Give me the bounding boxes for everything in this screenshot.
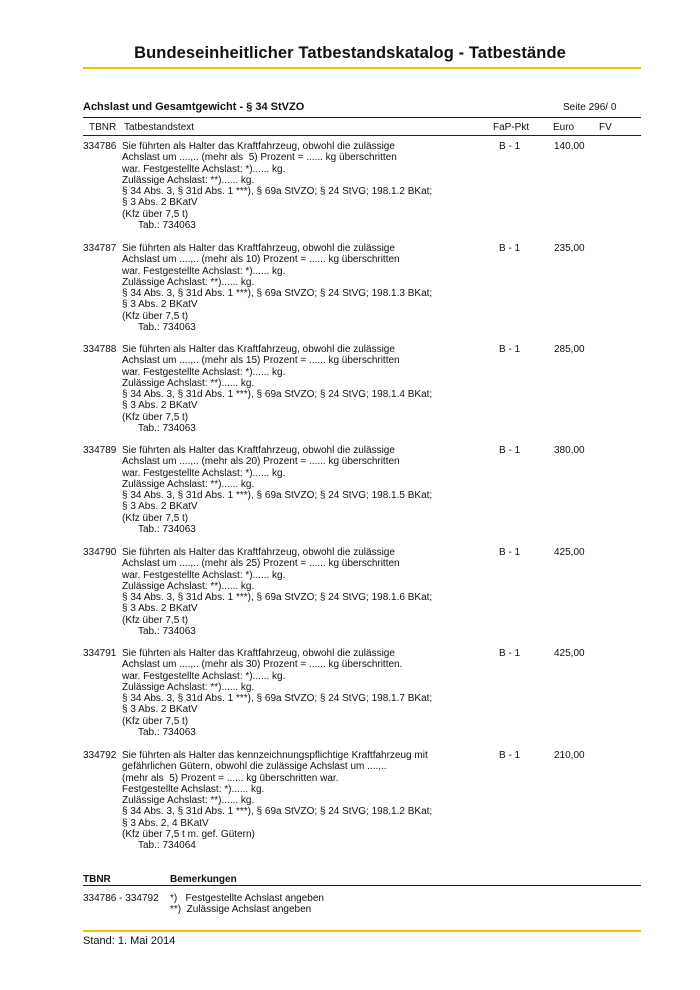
- entry-text-line: (Kfz über 7,5 t): [122, 310, 189, 322]
- entry-text-line: (Kfz über 7,5 t): [122, 208, 189, 220]
- remarks-header-tbnr: TBNR: [83, 874, 111, 885]
- entry-text-line: Sie führten als Halter das Kraftfahrzeug, obwohl die zulässige: [122, 141, 395, 152]
- entry-euro: 425,00: [554, 547, 585, 558]
- entry-tbnr: 334787: [83, 243, 117, 254]
- header-rule: [83, 67, 641, 69]
- section-title: Achslast und Gesamtgewicht - § 34 StVZO: [83, 101, 305, 113]
- column-header-fv: FV: [599, 122, 612, 133]
- entry-text-line: (Kfz über 7,5 t): [122, 411, 189, 423]
- entry-tab-reference: Tab.: 734063: [138, 523, 196, 535]
- entry-text: [122, 243, 502, 333]
- entry-text-line: Sie führten als Halter das Kraftfahrzeug, obwohl die zulässige: [122, 547, 395, 558]
- entry-text-line: Achslast um ....,.. (mehr als 5) Prozent = ...... kg überschritten: [122, 152, 397, 164]
- entry-text-line: Festgestellte Achslast: *)...... kg.: [122, 783, 265, 795]
- remarks-header-title: Bemerkungen: [170, 874, 237, 885]
- entry-tbnr: 334792: [83, 750, 117, 761]
- entry-points: B - 1: [499, 445, 521, 456]
- entry-tab-reference: Tab.: 734063: [138, 219, 196, 231]
- entry-text-line: war. Festgestellte Achslast: *)...... kg.: [122, 670, 286, 682]
- entry-text-line: war. Festgestellte Achslast: *)...... kg.: [122, 569, 286, 581]
- column-header-text: Tatbestandstext: [124, 122, 195, 133]
- entry-text: [122, 750, 502, 851]
- entry-text-line: § 3 Abs. 2 BKatV: [122, 704, 198, 716]
- entry-text-line: § 3 Abs. 2 BKatV: [122, 197, 198, 209]
- entry-text-line: Zulässige Achslast: **)...... kg.: [122, 681, 255, 693]
- entry-tbnr: 334791: [83, 648, 117, 659]
- entry-tab-reference: Tab.: 734063: [138, 625, 196, 637]
- entry-euro: 210,00: [554, 750, 585, 761]
- table-top-rule: [83, 117, 641, 118]
- entry-text-line: war. Festgestellte Achslast: *)...... kg.: [122, 366, 286, 378]
- entry-text-line: § 34 Abs. 3, § 31d Abs. 1 ***), § 69a StVZO; § 24 StVG; 198.1.2 BKat;: [122, 186, 433, 197]
- entry-text-line: Achslast um ....,.. (mehr als 10) Prozent = ...... kg überschritten: [122, 254, 400, 266]
- entry-text-line: (Kfz über 7,5 t m. gef. Gütern): [122, 828, 255, 840]
- entry-tbnr: 334788: [83, 344, 117, 355]
- remarks-range: 334786 - 334792: [83, 893, 159, 904]
- entry-text-line: § 34 Abs. 3, § 31d Abs. 1 ***), § 69a StVZO; § 24 StVG; 198.1.3 BKat;: [122, 288, 433, 299]
- entry-text-line: § 34 Abs. 3, § 31d Abs. 1 ***), § 69a StVZO; § 24 StVG; 198.1.5 BKat;: [122, 490, 433, 501]
- entry-points: B - 1: [499, 547, 521, 558]
- entry-text-line: Sie führten als Halter das kennzeichnungspflichtige Kraftfahrzeug mit: [122, 750, 428, 761]
- entry-text: [122, 445, 502, 535]
- remark-line: **) Zulässige Achslast angeben: [170, 904, 312, 916]
- footer-rule: [83, 930, 641, 932]
- entry-text-line: war. Festgestellte Achslast: *)...... kg.: [122, 467, 286, 479]
- entry-text-line: Zulässige Achslast: **)...... kg.: [122, 795, 255, 806]
- entry-text-line: Zulässige Achslast: **)...... kg.: [122, 377, 255, 389]
- entry-tab-reference: Tab.: 734063: [138, 321, 196, 333]
- entry-euro: 285,00: [554, 344, 585, 355]
- entry-text-line: Sie führten als Halter das Kraftfahrzeug, obwohl die zulässige: [122, 648, 395, 659]
- entry-text-line: § 3 Abs. 2 BKatV: [122, 400, 198, 412]
- entry-text: [122, 648, 502, 738]
- entry-text-line: gefährlichen Gütern, obwohl die zulässige Achslast um ....,..: [122, 761, 387, 773]
- entry-text-line: Achslast um ....,.. (mehr als 20) Prozent = ...... kg überschritten: [122, 456, 400, 468]
- entry-euro: 140,00: [554, 141, 585, 152]
- remarks-lines: [170, 893, 324, 916]
- entry-tab-reference: Tab.: 734063: [138, 422, 196, 434]
- entry-text-line: § 34 Abs. 3, § 31d Abs. 1 ***), § 69a StVZO; § 24 StVG; 198.1.2 BKat;: [122, 806, 433, 818]
- entry-text: [122, 547, 502, 637]
- entry-text-line: Achslast um ....,.. (mehr als 15) Prozent = ...... kg überschritten: [122, 355, 400, 367]
- entry-tab-reference: Tab.: 734064: [138, 840, 196, 851]
- column-header-pkt: FaP-Pkt: [493, 122, 530, 133]
- entry-text-line: Achslast um ....,.. (mehr als 30) Prozent = ...... kg überschritten.: [122, 659, 403, 671]
- entry-points: B - 1: [499, 648, 521, 659]
- entry-text-line: § 3 Abs. 2 BKatV: [122, 299, 198, 311]
- table-header-rule: [83, 135, 641, 136]
- entry-text-line: Sie führten als Halter das Kraftfahrzeug, obwohl die zulässige: [122, 344, 395, 355]
- entry-text-line: (mehr als 5) Prozent = ...... kg überschritten war.: [122, 772, 339, 784]
- entry-text-line: § 3 Abs. 2, 4 BKatV: [122, 817, 209, 829]
- entry-text-line: (Kfz über 7,5 t): [122, 614, 189, 626]
- entry-text: [122, 344, 502, 434]
- entry-text-line: § 34 Abs. 3, § 31d Abs. 1 ***), § 69a StVZO; § 24 StVG; 198.1.6 BKat;: [122, 592, 433, 603]
- entry-tbnr: 334786: [83, 141, 117, 152]
- column-header-euro: Euro: [553, 122, 575, 133]
- entry-text-line: § 34 Abs. 3, § 31d Abs. 1 ***), § 69a StVZO; § 24 StVG; 198.1.7 BKat;: [122, 693, 433, 704]
- entry-euro: 380,00: [554, 445, 585, 456]
- entry-text-line: war. Festgestellte Achslast: *)...... kg.: [122, 163, 286, 175]
- entry-text-line: Zulässige Achslast: **)...... kg.: [122, 174, 255, 186]
- remark-line: *) Festgestellte Achslast angeben: [170, 893, 324, 904]
- entry-text-line: (Kfz über 7,5 t): [122, 512, 189, 524]
- entry-text-line: (Kfz über 7,5 t): [122, 715, 189, 727]
- entry-tab-reference: Tab.: 734063: [138, 726, 196, 738]
- entry-text-line: war. Festgestellte Achslast: *)...... kg.: [122, 265, 286, 277]
- entry-tbnr: 334789: [83, 445, 117, 456]
- remarks-rule: [83, 885, 641, 886]
- entry-points: B - 1: [499, 750, 521, 761]
- entry-text-line: Zulässige Achslast: **)...... kg.: [122, 580, 255, 592]
- entry-text-line: Sie führten als Halter das Kraftfahrzeug, obwohl die zulässige: [122, 445, 395, 456]
- page-number: Seite 296/ 0: [563, 102, 617, 113]
- document-title: Bundeseinheitlicher Tatbestandskatalog - Tatbestände: [134, 44, 566, 62]
- entry-tbnr: 334790: [83, 547, 117, 558]
- entry-text: [122, 141, 502, 231]
- entry-text-line: § 3 Abs. 2 BKatV: [122, 603, 198, 615]
- entry-text-line: Zulässige Achslast: **)...... kg.: [122, 478, 255, 490]
- entry-euro: 425,00: [554, 648, 585, 659]
- entry-text-line: Zulässige Achslast: **)...... kg.: [122, 276, 255, 288]
- entry-points: B - 1: [499, 344, 521, 355]
- entry-text-line: § 34 Abs. 3, § 31d Abs. 1 ***), § 69a StVZO; § 24 StVG; 198.1.4 BKat;: [122, 389, 433, 400]
- entry-text-line: § 3 Abs. 2 BKatV: [122, 501, 198, 513]
- column-header-tbnr: TBNR: [89, 122, 117, 133]
- entry-points: B - 1: [499, 243, 521, 254]
- entry-text-line: Sie führten als Halter das Kraftfahrzeug, obwohl die zulässige: [122, 243, 395, 254]
- footer-stand: Stand: 1. Mai 2014: [83, 935, 176, 947]
- entry-euro: 235,00: [554, 243, 585, 254]
- entry-points: B - 1: [499, 141, 521, 152]
- entry-text-line: Achslast um ....,.. (mehr als 25) Prozent = ...... kg überschritten: [122, 558, 400, 570]
